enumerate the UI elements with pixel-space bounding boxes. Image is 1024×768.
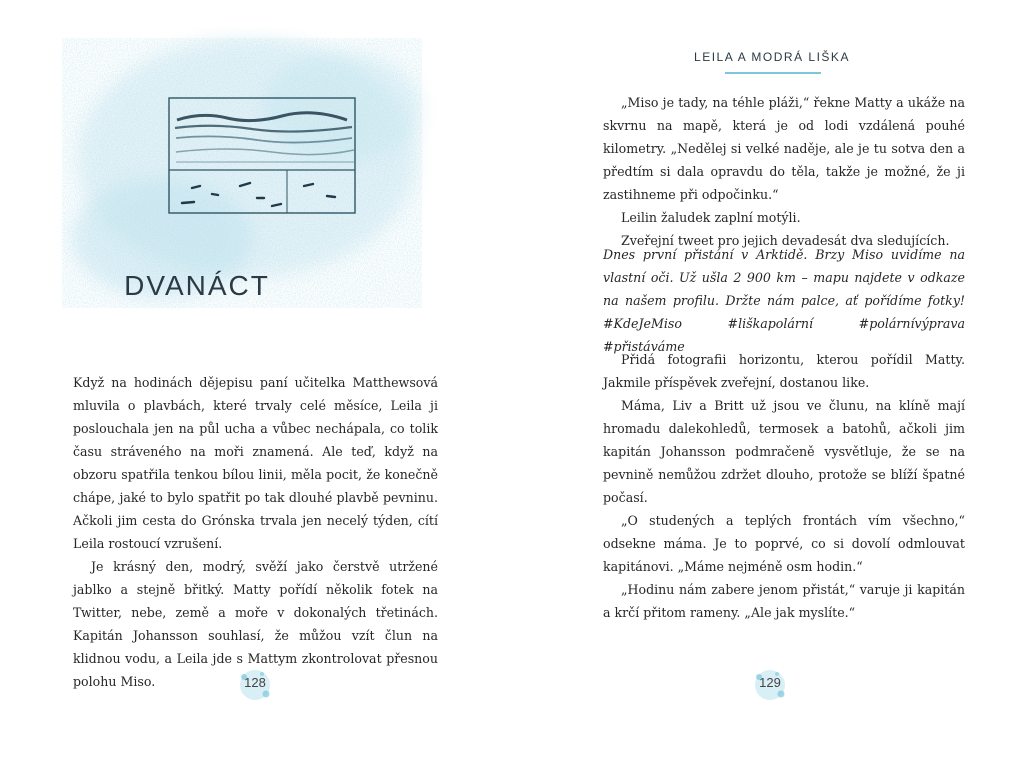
paragraph: „Miso je tady, na téhle pláži,“ řekne Matty a ukáže na skvrnu na mapě, která je od lodi vzdálená pouhé kilometry. „Nedělej si velké naděje, ale je tu sotva den a předtím si dala opravdu do těla, takže je možné, že ji zastihneme při odpočinku.“ [603, 95, 965, 202]
paragraph: Leilin žaludek zaplní motýli. [621, 210, 801, 225]
paragraph: „O studených a teplých frontách vím všechno,“ odsekne máma. Je to poprvé, co si dovolí odmlouvat kapitánovi. „Máme nejméně osm hodin.“ [603, 513, 965, 574]
page-number-text: 129 [759, 675, 781, 690]
page-number [235, 667, 275, 703]
paragraph: „Hodinu nám zabere jenom přistát,“ varuje ji kapitán a krčí přitom rameny. „Ale jak myslíte.“ [603, 582, 965, 620]
running-head-rule [725, 72, 821, 74]
right-page-body-top [603, 91, 965, 252]
paragraph: Přidá fotografii horizontu, kterou pořídil Matty. Jakmile příspěvek zveřejní, dostanou like. [603, 352, 965, 390]
right-page-body-bottom [603, 348, 965, 624]
right-page [512, 0, 1024, 768]
tweet-text [603, 243, 965, 358]
paragraph: Je krásný den, modrý, svěží jako čerstvě utržené jablko a stejně břitký. Matty pořídí několik fotek na Twitter, nebe, země a moře v dokonalých třetinách. Kapitán Johansson souhlasí, že můžou vzít člun na klidnou vodu, a Leila jde s Mattym zkontrolovat přesnou polohu Miso. [73, 559, 438, 689]
paragraph: Máma, Liv a Britt už jsou ve člunu, na klíně mají hromadu dalekohledů, termosek a batohů, ačkoli jim kapitán Johansson podmračeně vysvětluje, že se na pevnině nemůžou zdržet dlouho, protože se blíží špatné počasí. [603, 398, 965, 505]
chapter-title: DVANÁCT [124, 270, 270, 301]
paragraph: Zveřejní tweet pro jejich devadesát dva sledujících. [621, 233, 950, 248]
left-page-body [73, 371, 438, 693]
page-number [750, 667, 790, 703]
paragraph: Když na hodinách dějepisu paní učitelka Matthewsová mluvila o plavbách, které trvaly celé měsíce, Leila ji poslouchala jen na půl ucha a vůbec nechápala, co tolik času stráveného na moři znamená. Ale teď, když na obzoru spatřila tenkou bílou linii, měla pocit, že konečně chápe, jaké to bylo spatřit po tak dlouhé plavbě pevninu. Ačkoli jim cesta do Grónska trvala jen necelý týden, cítí Leila rostoucí vzrušení. [73, 375, 438, 551]
page-number-text: 128 [244, 675, 266, 690]
running-head: LEILA A MODRÁ LIŠKA [694, 50, 850, 64]
tweet-paragraph: Dnes první přistání v Arktidě. Brzy Miso uvidíme na vlastní oči. Už ušla 2 900 km – mapu najdete v odkaze na našem profilu. Držte nám palce, ať pořídíme fotky! #KdeJeMiso #liškapolární #polárnívýprava #přistáváme [603, 247, 965, 354]
